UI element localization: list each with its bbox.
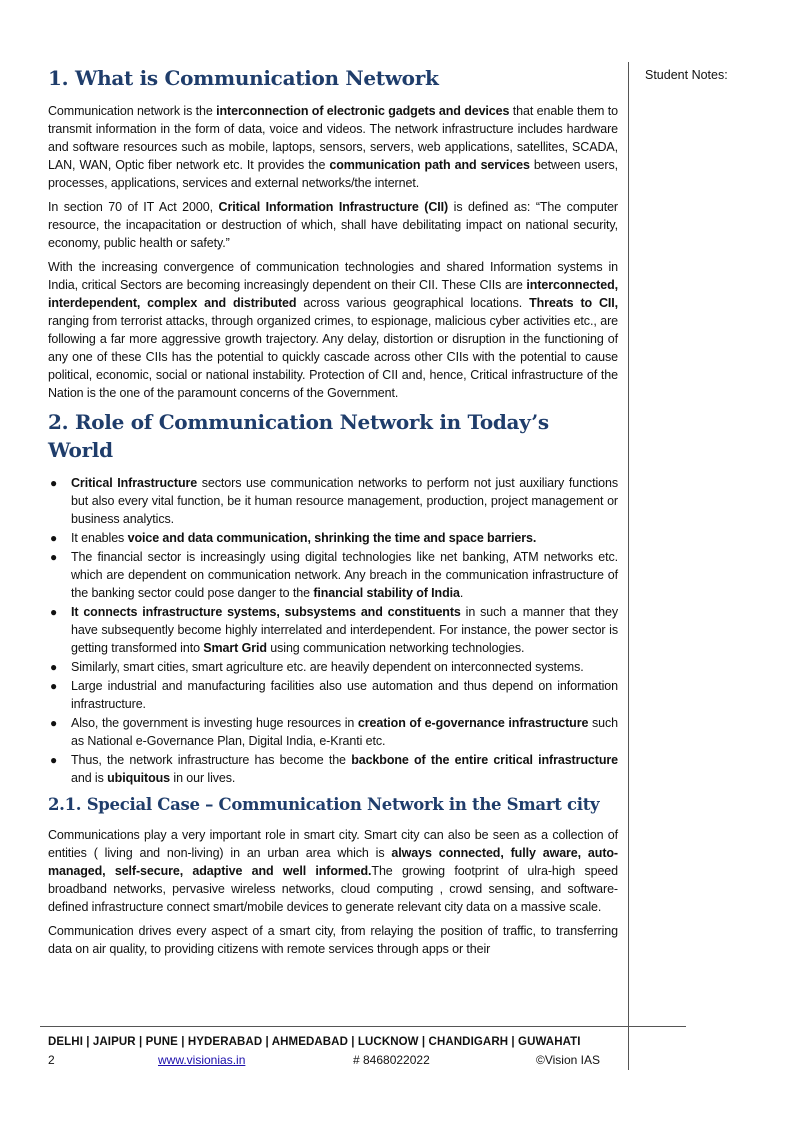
- bullet-item: [48, 603, 618, 657]
- bold-text: communication path and services: [329, 158, 530, 172]
- bullet-icon: ●: [50, 605, 58, 619]
- bullet-item: [48, 677, 618, 713]
- text-run: Communication network is the: [48, 104, 217, 118]
- student-notes-label: Student Notes:: [645, 68, 728, 82]
- bold-text: Smart Grid: [203, 641, 267, 655]
- bullet-item: [48, 474, 618, 528]
- text-run: Also, the government is investing huge resources in: [71, 716, 358, 730]
- main-content: [48, 64, 618, 964]
- text-run: .: [459, 586, 464, 600]
- bullet-icon: ●: [50, 753, 58, 767]
- bullet-item: [48, 751, 618, 787]
- student-notes-divider: [628, 62, 629, 1070]
- bullet-icon: ●: [50, 550, 58, 564]
- bullet-icon: ●: [50, 531, 58, 545]
- bold-text: financial stability of India: [313, 586, 460, 600]
- bold-text: It connects infrastructure systems, subsystems and constituents: [71, 605, 461, 619]
- bold-text: Critical Infrastructure: [71, 476, 198, 490]
- footer-info-row: [48, 1053, 608, 1069]
- text-run: The growing footprint of ulra-high speed broadband networks, pervasive wireless networks, cloud computing , crowd sensing, and software-defined infrastructure connect smart/mobile devices to generate relevant city data on a massive scale.: [48, 864, 618, 914]
- text-run: Large industrial and manufacturing facilities also use automation and thus depend on information infrastructure.: [71, 679, 618, 711]
- copyright: ©Vision IAS: [536, 1053, 600, 1067]
- bold-text: interconnected, interdependent, complex and distributed: [48, 278, 618, 310]
- text-run: is defined as: “The computer resource, the incapacitation or destruction of which, shall have debilitating impact on national security, economy, public health or safety.”: [48, 200, 618, 250]
- website-link[interactable]: www.visionias.in: [158, 1053, 246, 1067]
- section-2-heading: 2. Role of Communication Network in Today’s World: [48, 410, 549, 462]
- footer-divider: [40, 1026, 686, 1027]
- section-1-paragraph-3: [48, 258, 618, 402]
- bold-text: creation of e-governance infrastructure: [357, 716, 589, 730]
- text-run: Communication drives every aspect of a smart city, from relaying the position of traffic, to transferring data on air quality, to providing citizens with remote services through apps or their: [48, 924, 618, 956]
- text-run: between users, processes, applications, services and external networks/the internet.: [48, 158, 618, 190]
- bullet-icon: ●: [50, 660, 58, 674]
- section-1-heading: 1. What is Communication Network: [48, 66, 439, 90]
- footer-cities: DELHI | JAIPUR | PUNE | HYDERABAD | AHMEDABAD | LUCKNOW | CHANDIGARH | GUWAHATI: [48, 1036, 581, 1048]
- bullet-icon: ●: [50, 476, 58, 490]
- section-1-paragraph-2: [48, 198, 618, 252]
- section-2-1-heading: 2.1. Special Case – Communication Network in the Smart city: [48, 795, 600, 814]
- text-run: It enables: [71, 531, 128, 545]
- bold-text: Threats to CII,: [529, 296, 619, 310]
- bold-text: Critical Information Infrastructure (CII): [218, 200, 449, 214]
- section-2-bullet-list: [48, 474, 618, 787]
- bold-text: interconnection of electronic gadgets and devices: [216, 104, 510, 118]
- text-run: that enable them to transmit information in the form of data, voice and videos. The network infrastructure includes hardware and software resources such as mobile, laptops, sensors, servers, web applications, satellites, SCADA, LAN, WAN, Optic fiber network etc. It provides the: [48, 104, 618, 172]
- text-run: using communication networking technologies.: [266, 641, 525, 655]
- text-run: across various geographical locations.: [296, 296, 530, 310]
- bullet-icon: ●: [50, 679, 58, 693]
- section-2-1-paragraph-1: [48, 826, 618, 916]
- text-run: With the increasing convergence of communication technologies and shared Information systems in India, critical Sectors are becoming increasingly dependent on their CII. These CIIs are: [48, 260, 618, 292]
- bold-text: backbone of the entire critical infrastructure: [351, 753, 618, 767]
- bullet-icon: ●: [50, 716, 58, 730]
- text-run: Communications play a very important role in smart city. Smart city can also be seen as a collection of entities ( living and non-living) in an urban area which is: [48, 828, 618, 860]
- text-run: Similarly, smart cities, smart agriculture etc. are heavily dependent on interconnected systems.: [71, 660, 584, 674]
- bullet-item: [48, 658, 618, 676]
- text-run: In section 70 of IT Act 2000,: [48, 200, 219, 214]
- section-1-paragraph-1: [48, 102, 618, 192]
- text-run: ranging from terrorist attacks, through organized crimes, to espionage, malicious cyber activities etc., are following a far more aggressive growth trajectory. Any delay, distortion or disruption in the functioning of any one of these CIIs has the potential to quickly cascade across other CIIs with the potential to cause political, economic, social or national instability. Protection of CII and, hence, Critical infrastructure of the Nation is the one of the paramount concerns of the Government.: [48, 314, 618, 400]
- bullet-item: [48, 714, 618, 750]
- page-number: 2: [48, 1053, 55, 1067]
- text-run: Thus, the network infrastructure has become the: [71, 753, 352, 767]
- text-run: and is: [71, 771, 108, 785]
- text-run: sectors use communication networks to perform not just auxiliary functions but also every vital function, be it human resource management, production, project management or business analytics.: [71, 476, 618, 526]
- text-run: such as National e-Governance Plan, Digital India, e-Kranti etc.: [71, 716, 618, 748]
- bullet-item: [48, 548, 618, 602]
- bold-text: always connected, fully aware, auto-managed, self-secure, adaptive and well informed.: [48, 846, 618, 878]
- text-run: The financial sector is increasingly using digital technologies like net banking, ATM networks etc. which are dependent on communication network. Any breach in the communication infrastructure of the banking sector could pose danger to the: [71, 550, 618, 600]
- text-run: in such a manner that they have subsequently become highly interrelated and interdependent. For instance, the power sector is getting transformed into: [71, 605, 618, 655]
- bold-text: ubiquitous: [107, 771, 171, 785]
- bold-text: voice and data communication, shrinking the time and space barriers.: [127, 531, 537, 545]
- text-run: in our lives.: [170, 771, 236, 785]
- bullet-item: [48, 529, 618, 547]
- phone-number: # 8468022022: [353, 1053, 430, 1067]
- section-2-1-paragraph-2: [48, 922, 618, 958]
